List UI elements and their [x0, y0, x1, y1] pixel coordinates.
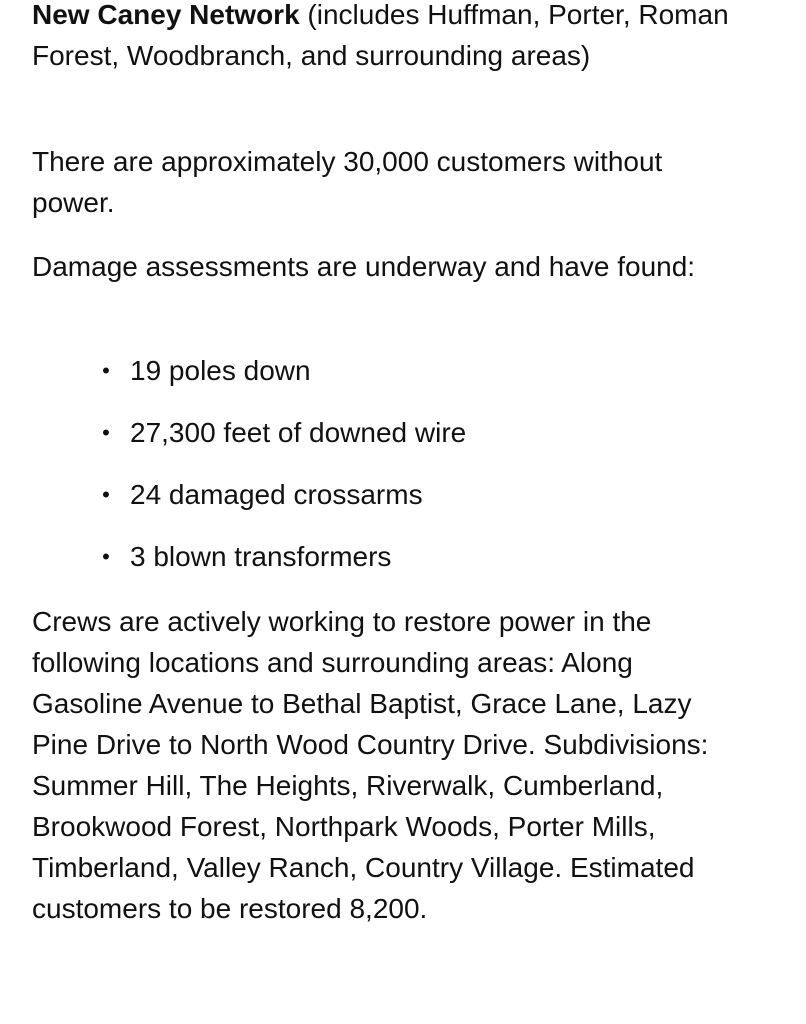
network-heading-paragraph [32, 0, 744, 76]
network-name: New Caney Network [32, 0, 300, 30]
damage-item-text: 24 damaged crossarms [130, 479, 423, 510]
bullet-icon: • [102, 358, 110, 383]
damage-list-item [32, 474, 466, 515]
bullet-icon: • [102, 482, 110, 507]
damage-list [32, 350, 466, 598]
damage-item-text: 27,300 feet of downed wire [130, 417, 467, 448]
damage-item-text: 19 poles down [130, 355, 311, 386]
customers-without-power-text: There are approximately 30,000 customers without power. [32, 146, 663, 218]
damage-item-text: 3 blown transformers [130, 541, 392, 572]
crews-restoration-text: Crews are actively working to restore power in the following locations and surrounding areas: Along Gasoline Avenue to Bethal Baptist, Grace Lane, Lazy Pine Drive to North Wood Country Drive. Subdivisions: Summer Hill, The Heights, Riverwalk, Cumberland, Brookwood Forest, Northpark Woods, Porter Mills, Timberland, Valley Ranch, Country Village. Estimated customers to be restored 8,200. [32, 606, 709, 924]
bullet-icon: • [102, 420, 110, 445]
damage-list-item [32, 412, 466, 453]
network-details: (includes Huffman, Porter, Roman Forest, Woodbranch, and surrounding areas) [32, 0, 729, 71]
bullet-icon: • [102, 544, 110, 569]
damage-list-item [32, 350, 466, 391]
damage-list-item [32, 536, 466, 577]
damage-assessment-intro: Damage assessments are underway and have found: [32, 251, 696, 282]
